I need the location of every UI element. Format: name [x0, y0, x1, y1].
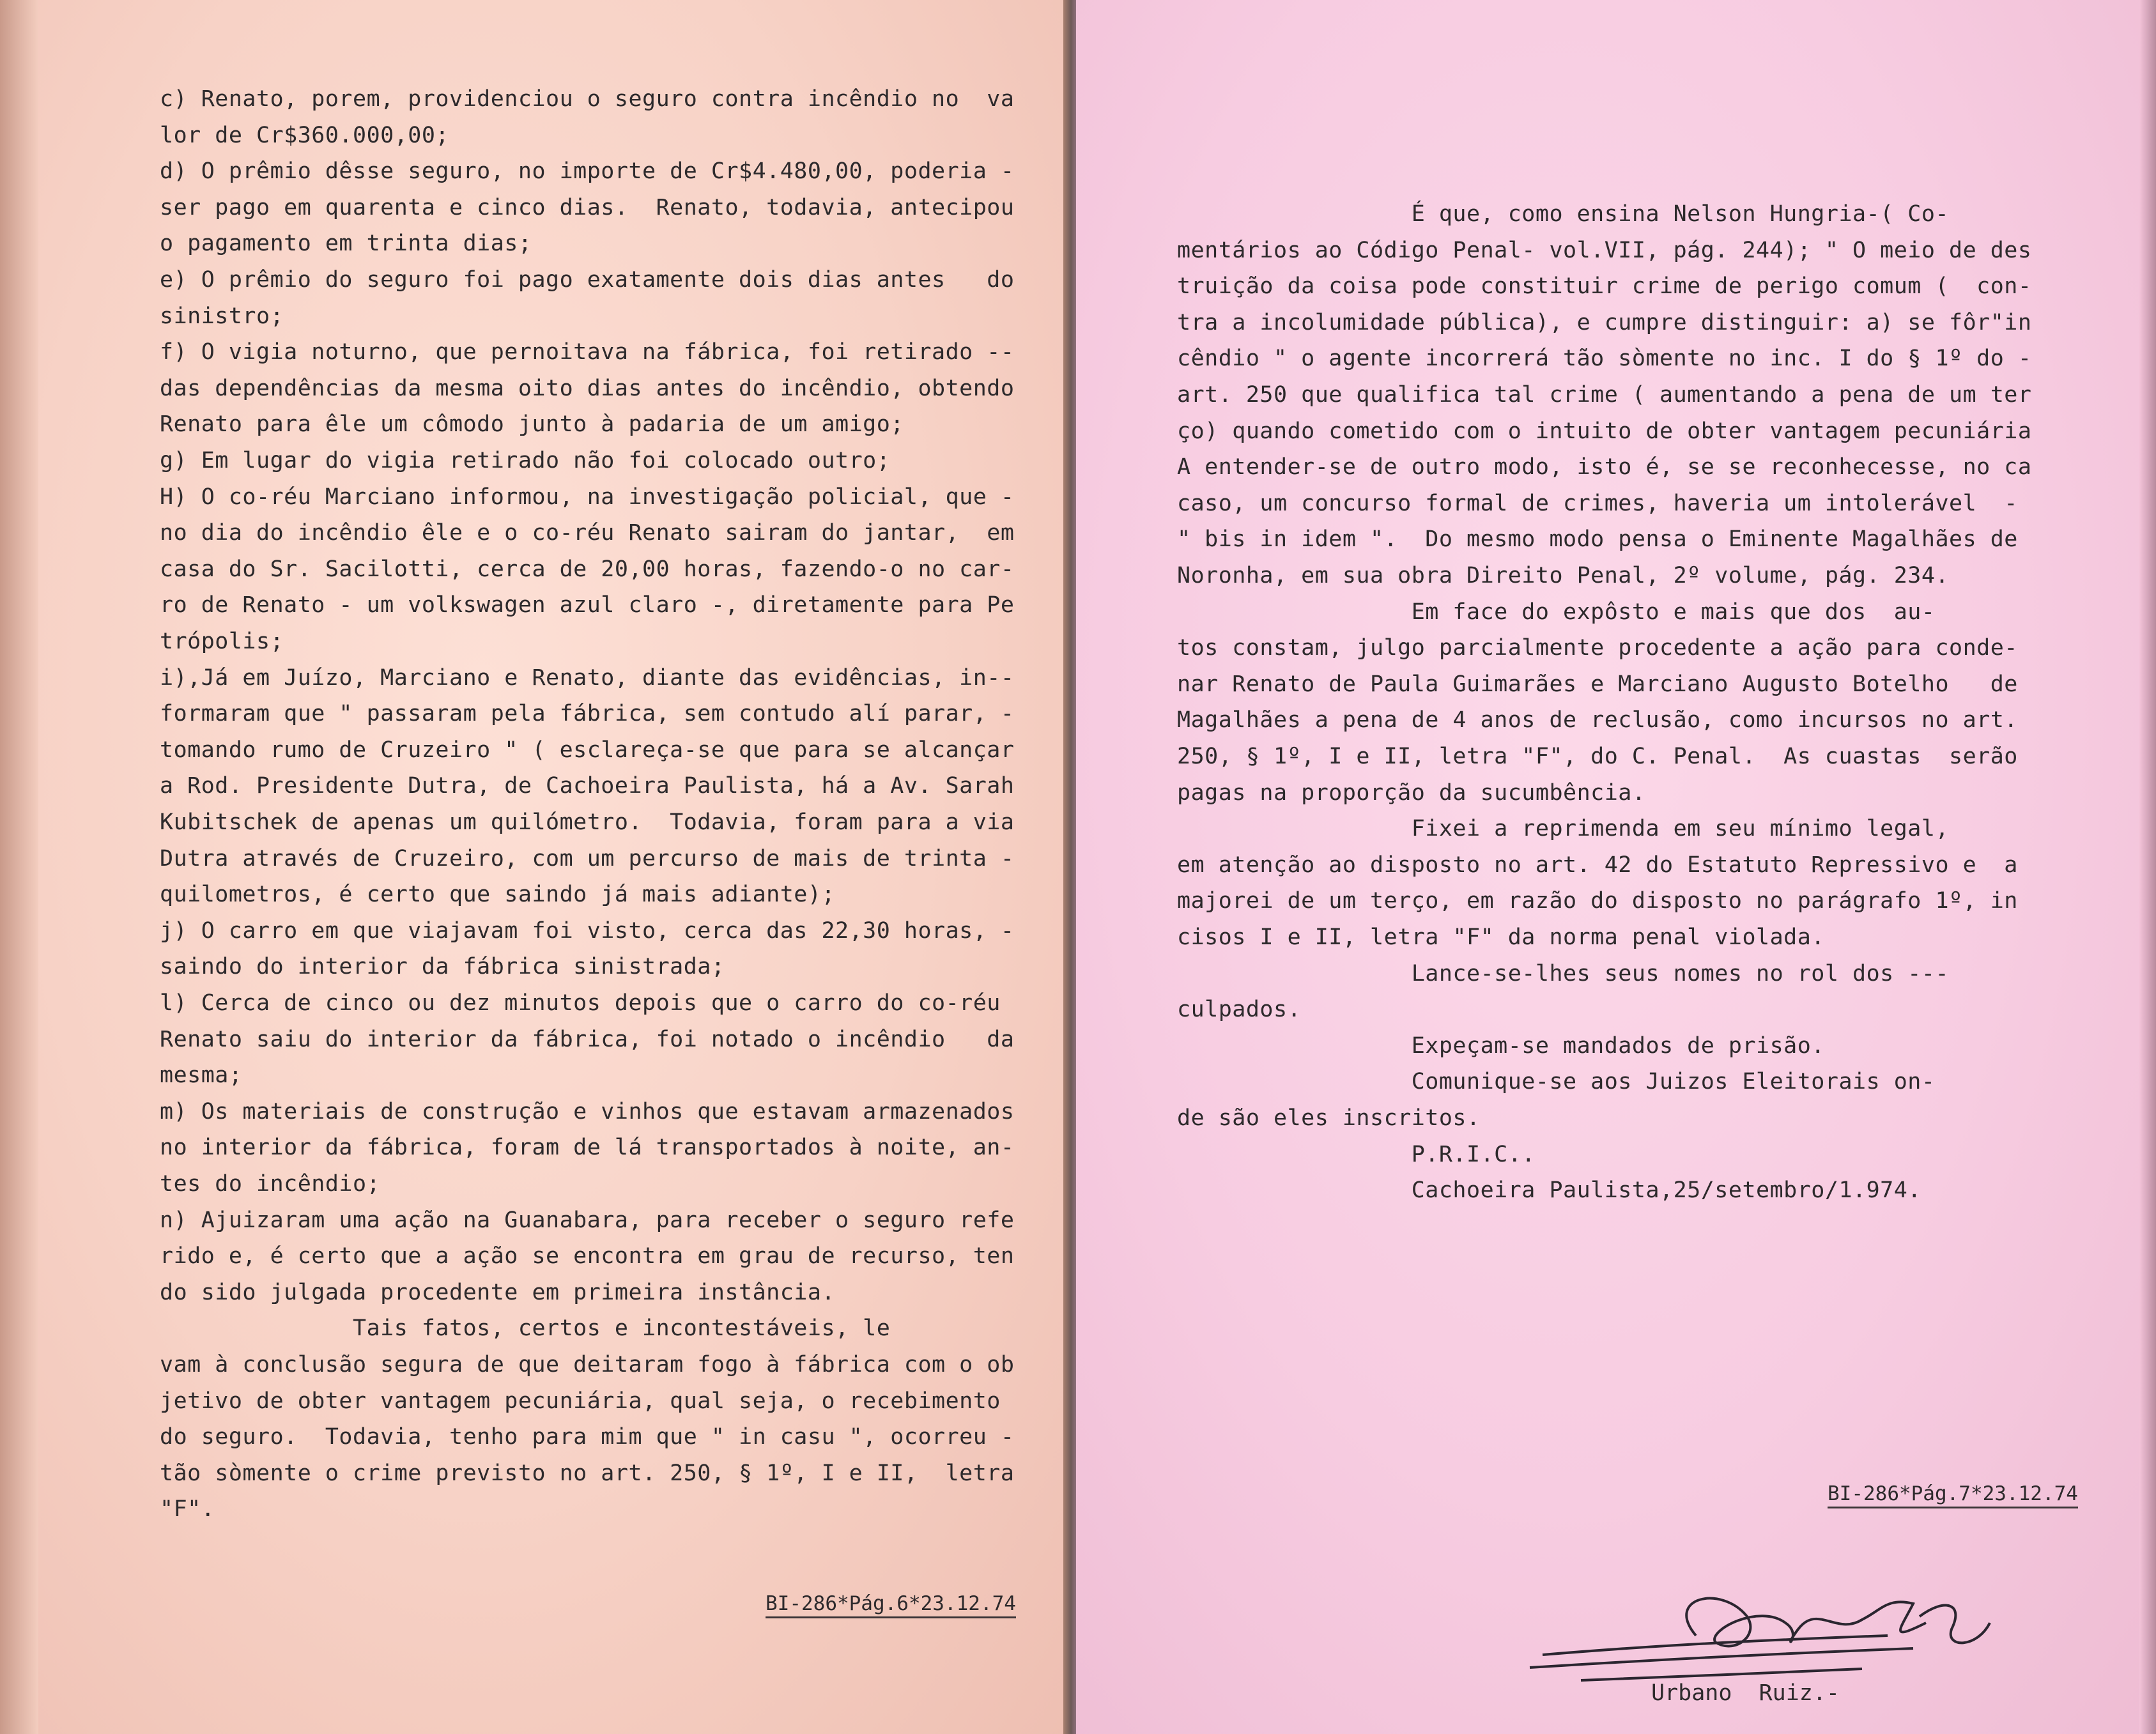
text-line: tes do incêndio;: [160, 1171, 381, 1197]
text-line: o pagamento em trinta dias;: [160, 231, 532, 257]
text-line: Em face do expôsto e mais que dos au-: [1177, 599, 1936, 625]
text-line: j) O carro em que viajavam foi visto, cerca das 22,30 horas, -: [160, 917, 1015, 944]
left-page: [0, 0, 1066, 1734]
text-line: em atenção ao disposto no art. 42 do Estatuto Repressivo e a: [1177, 852, 2018, 878]
left-page-footer: BI-286*Pág.6*23.12.74: [766, 1592, 1016, 1618]
text-line: m) Os materiais de construção e vinhos que estavam armazenados: [160, 1098, 1015, 1124]
text-line: Noronha, em sua obra Direito Penal, 2º volume, pág. 234.: [1177, 563, 1950, 588]
text-line: 250, § 1º, I e II, letra "F", do C. Penal. As cuastas serão: [1177, 744, 2018, 769]
page-edge: [0, 0, 38, 1734]
text-line: l) Cerca de cinco ou dez minutos depois que o carro do co-réu: [160, 990, 1001, 1016]
text-line: e) O prêmio do seguro foi pago exatamente dois dias antes do: [160, 267, 1015, 293]
text-line: "F".: [160, 1496, 215, 1523]
text-line: f) O vigia noturno, que pernoitava na fábrica, foi retirado --: [160, 339, 1015, 365]
text-line: tos constam, julgo parcialmente procedente a ação para conde-: [1177, 635, 2018, 661]
text-line: formaram que " passaram pela fábrica, sem contudo alí parar, -: [160, 701, 1015, 727]
text-line: Kubitschek de apenas um quilómetro. Todavia, foram para a via: [160, 809, 1015, 835]
text-line: n) Ajuizaram uma ação na Guanabara, para receber o seguro refe: [160, 1207, 1015, 1233]
text-line: truição da coisa pode constituir crime de perigo comum ( con-: [1177, 273, 2032, 300]
text-line: no dia do incêndio êle e o co-réu Renato sairam do jantar, em: [160, 520, 1015, 546]
text-line: tão sòmente o crime previsto no art. 250, § 1º, I e II, letra: [160, 1460, 1015, 1486]
text-line: Comunique-se aos Juizos Eleitorais on-: [1177, 1069, 1936, 1095]
text-line: tra a incolumidade pública), e cumpre distinguir: a) se fôr"in: [1177, 309, 2032, 335]
signature-block: [1504, 1559, 2079, 1731]
text-line: i),Já em Juízo, Marciano e Renato, diante das evidências, in--: [160, 664, 1015, 691]
text-line: Lance-se-lhes seus nomes no rol dos ---: [1177, 960, 1950, 986]
text-line: Renato saiu do interior da fábrica, foi notado o incêndio da: [160, 1026, 1015, 1052]
text-line: ro de Renato - um volkswagen azul claro -, diretamente para Pe: [160, 592, 1015, 618]
text-line: P.R.I.C..: [1177, 1141, 1536, 1167]
text-line: trópolis;: [160, 629, 284, 654]
text-line: vam à conclusão segura de que deitaram fogo à fábrica com o ob: [160, 1352, 1015, 1377]
text-line: quilometros, é certo que saindo já mais adiante);: [160, 882, 836, 908]
text-line: mentários ao Código Penal- vol.VII, pág. 244); " O meio de des: [1177, 237, 2032, 263]
text-line: rido e, é certo que a ação se encontra em grau de recurso, ten: [160, 1243, 1015, 1270]
page-edge: [2139, 0, 2156, 1734]
text-line: a Rod. Presidente Dutra, de Cachoeira Paulista, há a Av. Sarah: [160, 773, 1015, 799]
text-line: ser pago em quarenta e cinco dias. Renato, todavia, antecipou: [160, 194, 1015, 220]
signature-name: Urbano Ruiz.-: [1651, 1680, 1840, 1706]
text-line: Renato para êle um cômodo junto à padaria de um amigo;: [160, 411, 904, 438]
text-line: É que, como ensina Nelson Hungria-( Co-: [1177, 201, 1950, 227]
text-line: sinistro;: [160, 303, 284, 329]
text-line: do sido julgada procedente em primeira instância.: [160, 1279, 836, 1305]
text-line: jetivo de obter vantagem pecuniária, qual seja, o recebimento: [160, 1388, 1001, 1414]
text-line: casa do Sr. Sacilotti, cerca de 20,00 horas, fazendo-o no car-: [160, 556, 1015, 582]
text-line: majorei de um terço, em razão do disposto no parágrafo 1º, in: [1177, 888, 2018, 914]
text-line: culpados.: [1177, 997, 1302, 1023]
text-line: no interior da fábrica, foram de lá transportados à noite, an-: [160, 1135, 1015, 1161]
text-line: ço) quando cometido com o intuito de obter vantagem pecuniária: [1177, 418, 2032, 444]
text-line: de são eles inscritos.: [1177, 1105, 1481, 1131]
text-line: mesma;: [160, 1063, 243, 1089]
text-line: Fixei a reprimenda em seu mínimo legal,: [1177, 816, 1950, 842]
text-line: g) Em lugar do vigia retirado não foi colocado outro;: [160, 448, 891, 473]
text-line: lor de Cr$360.000,00;: [160, 122, 450, 148]
text-line: cisos I e II, letra "F" da norma penal violada.: [1177, 925, 1825, 950]
text-line: H) O co-réu Marciano informou, na investigação policial, que -: [160, 484, 1015, 510]
text-line: das dependências da mesma oito dias antes do incêndio, obtendo: [160, 375, 1015, 401]
text-line: d) O prêmio dêsse seguro, no importe de Cr$4.480,00, poderia -: [160, 158, 1015, 185]
text-line: tomando rumo de Cruzeiro " ( esclareça-se que para se alcançar: [160, 737, 1015, 763]
text-line: Cachoeira Paulista,25/setembro/1.974.: [1177, 1178, 1921, 1204]
text-line: A entender-se de outro modo, isto é, se se reconhecesse, no ca: [1177, 454, 2032, 480]
text-line: " bis in idem ". Do mesmo modo pensa o Eminente Magalhães de: [1177, 526, 2018, 553]
text-line: c) Renato, porem, providenciou o seguro contra incêndio no va: [160, 86, 1015, 112]
text-line: cêndio " o agente incorrerá tão sòmente no inc. I do § 1º do -: [1177, 346, 2032, 372]
right-page: [1076, 0, 2156, 1734]
text-line: pagas na proporção da sucumbência.: [1177, 779, 1646, 806]
right-page-footer: BI-286*Pág.7*23.12.74: [1828, 1482, 2078, 1508]
text-line: saindo do interior da fábrica sinistrada;: [160, 954, 725, 980]
text-line: nar Renato de Paula Guimarães e Marciano Augusto Botelho de: [1177, 671, 2018, 697]
text-line: Tais fatos, certos e incontestáveis, le: [160, 1316, 891, 1342]
text-line: do seguro. Todavia, tenho para mim que " in casu ", ocorreu -: [160, 1424, 1015, 1450]
text-line: Dutra através de Cruzeiro, com um percurso de mais de trinta -: [160, 845, 1015, 871]
text-line: caso, um concurso formal de crimes, haveria um intolerável -: [1177, 490, 2018, 516]
text-line: art. 250 que qualifica tal crime ( aumentando a pena de um ter: [1177, 382, 2032, 408]
text-line: Magalhães a pena de 4 anos de reclusão, como incursos no art.: [1177, 707, 2018, 733]
text-line: Expeçam-se mandados de prisão.: [1177, 1032, 1825, 1059]
